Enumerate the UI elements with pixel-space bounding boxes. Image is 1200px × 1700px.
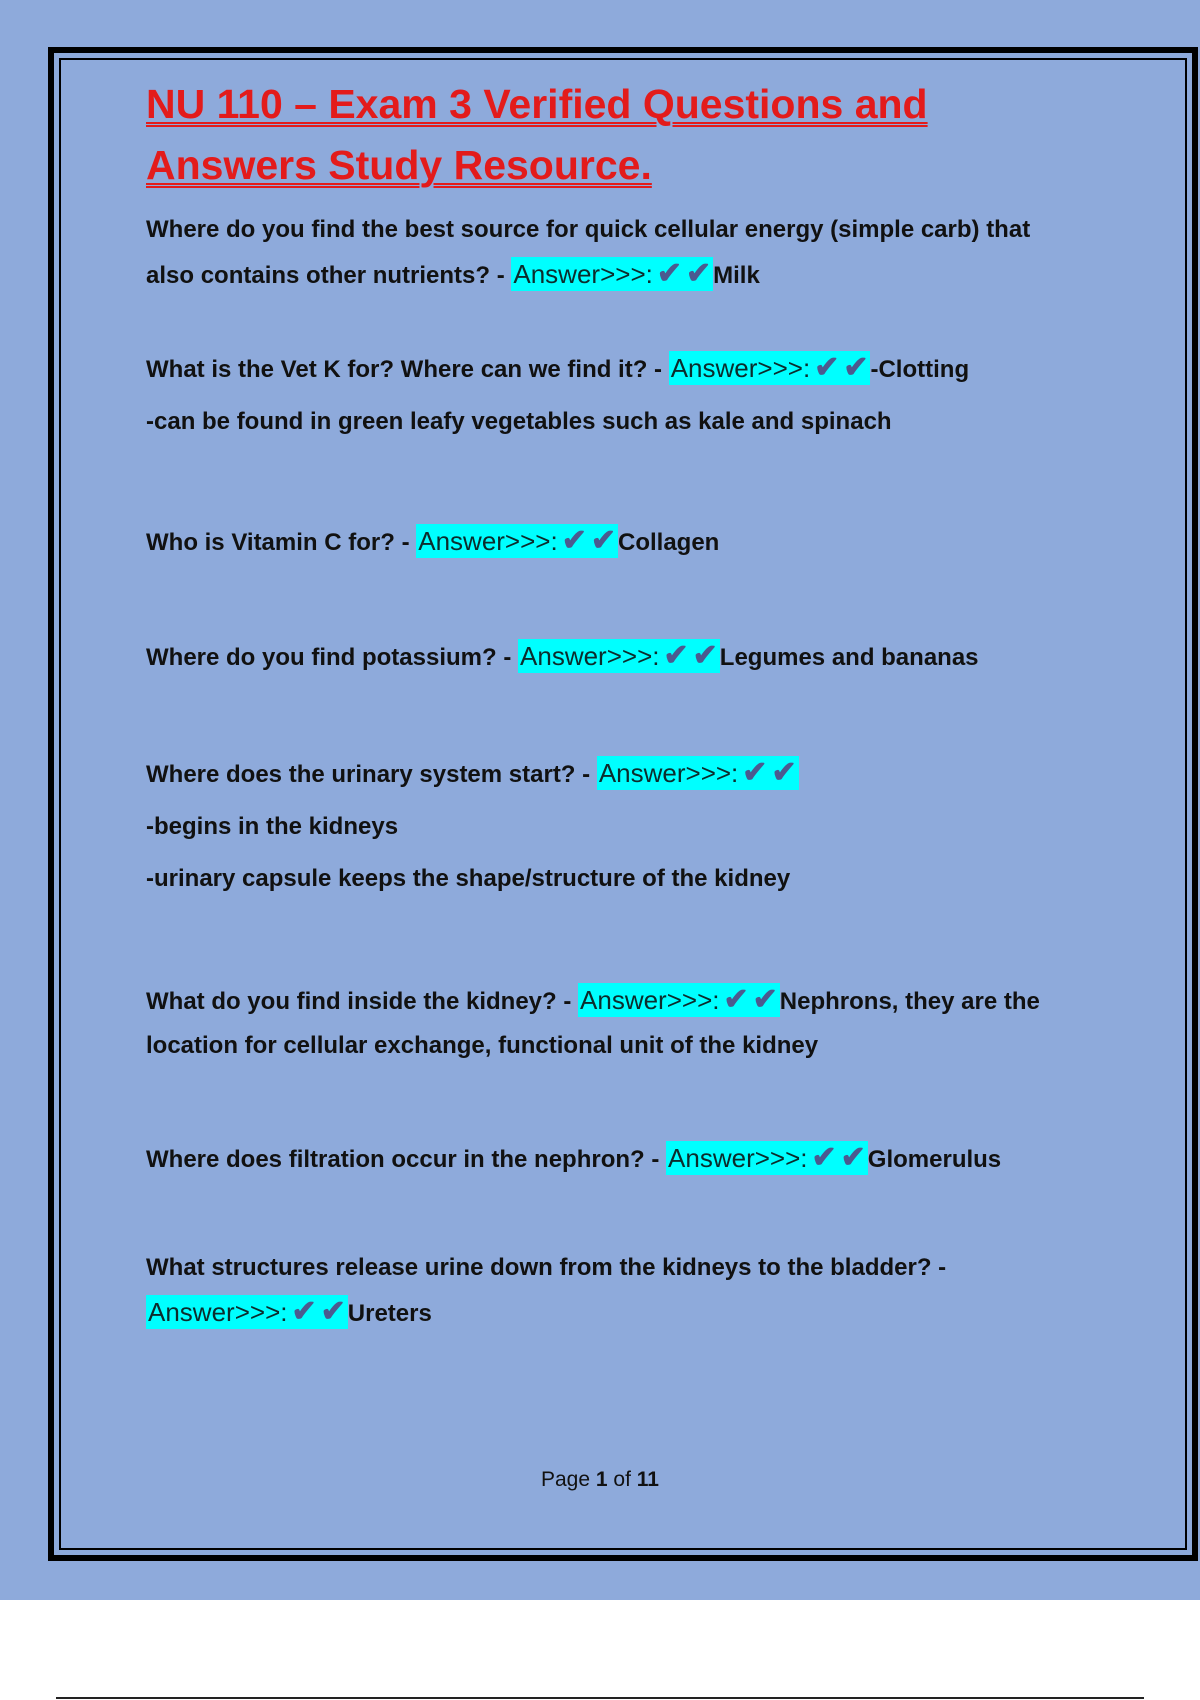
question-text: What do you find inside the kidney? -	[146, 988, 572, 1015]
answer-label: Answer>>>:	[418, 526, 558, 556]
answer-highlight	[416, 524, 618, 558]
answer-highlight	[666, 1141, 868, 1175]
answer-label: Answer>>>:	[580, 985, 720, 1015]
qa-item	[146, 751, 1076, 901]
check-mark-icon: ✔	[291, 1295, 317, 1328]
check-mark-icon: ✔	[742, 756, 768, 789]
page-of: of	[613, 1468, 631, 1491]
answer-highlight	[511, 257, 713, 291]
answer-text: Milk	[713, 262, 760, 289]
check-mark-icon: ✔	[686, 257, 712, 290]
answer-text: Glomerulus	[867, 1146, 1002, 1173]
qa-question-line	[146, 1136, 1076, 1182]
answer-text: Nephrons, they are the location for cellular exchange, functional unit of the kidney	[146, 988, 1040, 1059]
check-mark-icon: ✔	[590, 524, 616, 557]
qa-item	[146, 1136, 1076, 1182]
answer-label: Answer>>>:	[148, 1297, 288, 1327]
check-mark-icon: ✔	[692, 639, 718, 672]
check-mark-icon: ✔	[561, 524, 587, 557]
answer-highlight	[146, 1295, 348, 1329]
question-text: Where do you find potassium? -	[146, 644, 512, 671]
qa-question-line	[146, 1246, 1076, 1336]
answer-text: Legumes and bananas	[719, 644, 979, 671]
check-mark-icon: ✔	[723, 983, 749, 1016]
answer-label: Answer>>>:	[668, 1143, 808, 1173]
question-text: What is the Vet K for? Where can we find it? -	[146, 356, 663, 383]
answer-label: Answer>>>:	[598, 758, 739, 788]
qa-item	[146, 519, 1076, 565]
answer-text: -Clotting	[870, 356, 970, 383]
qa-question-line	[146, 978, 1076, 1068]
qa-item	[146, 1246, 1076, 1336]
check-mark-icon: ✔	[843, 351, 869, 384]
qa-item	[146, 634, 1076, 680]
answer-highlight	[669, 351, 871, 385]
check-mark-icon: ✔	[771, 756, 797, 789]
answer-highlight	[518, 639, 720, 673]
check-mark-icon: ✔	[752, 983, 778, 1016]
answer-detail-line: -begins in the kidneys	[146, 813, 399, 840]
check-mark-icon: ✔	[840, 1141, 866, 1174]
question-text: Where do you find the best source for quick cellular energy (simple carb) that also contains other nutrients? -	[146, 216, 1031, 289]
answer-highlight	[597, 756, 799, 790]
question-text: Where does filtration occur in the nephron? -	[146, 1146, 660, 1173]
answer-detail-line: -urinary capsule keeps the shape/structure of the kidney	[146, 865, 791, 892]
answer-text: Collagen	[618, 529, 720, 556]
page-footer	[0, 1468, 1200, 1492]
qa-item	[146, 346, 1076, 444]
page-total: 11	[636, 1468, 659, 1491]
answer-highlight	[578, 983, 780, 1017]
qa-question-line	[146, 519, 1076, 565]
page-label: Page	[541, 1468, 591, 1491]
qa-item	[146, 978, 1076, 1068]
answer-detail-line: -can be found in green leafy vegetables such as kale and spinach	[146, 408, 892, 435]
question-text: Who is Vitamin C for? -	[146, 529, 410, 556]
qa-item	[146, 208, 1076, 298]
check-mark-icon: ✔	[320, 1295, 346, 1328]
check-mark-icon: ✔	[811, 1141, 837, 1174]
question-text: Where does the urinary system start? -	[146, 761, 591, 788]
check-mark-icon: ✔	[663, 639, 689, 672]
qa-question-line	[146, 208, 1076, 298]
answer-label: Answer>>>:	[670, 353, 811, 383]
document-content	[146, 74, 1076, 1328]
question-text: What structures release urine down from the kidneys to the bladder? -	[146, 1254, 947, 1281]
check-mark-icon: ✔	[814, 351, 840, 384]
answer-label: Answer>>>:	[520, 641, 660, 671]
bottom-rule	[56, 1697, 1144, 1699]
answer-text: Ureters	[347, 1300, 432, 1327]
document-title: NU 110 – Exam 3 Verified Questions and Answers Study Resource.	[146, 81, 928, 188]
qa-question-line	[146, 634, 1076, 680]
page-current: 1	[595, 1468, 608, 1491]
qa-question-line	[146, 346, 1076, 392]
check-mark-icon: ✔	[656, 257, 682, 290]
qa-question-line	[146, 751, 1076, 797]
answer-label: Answer>>>:	[513, 259, 653, 289]
